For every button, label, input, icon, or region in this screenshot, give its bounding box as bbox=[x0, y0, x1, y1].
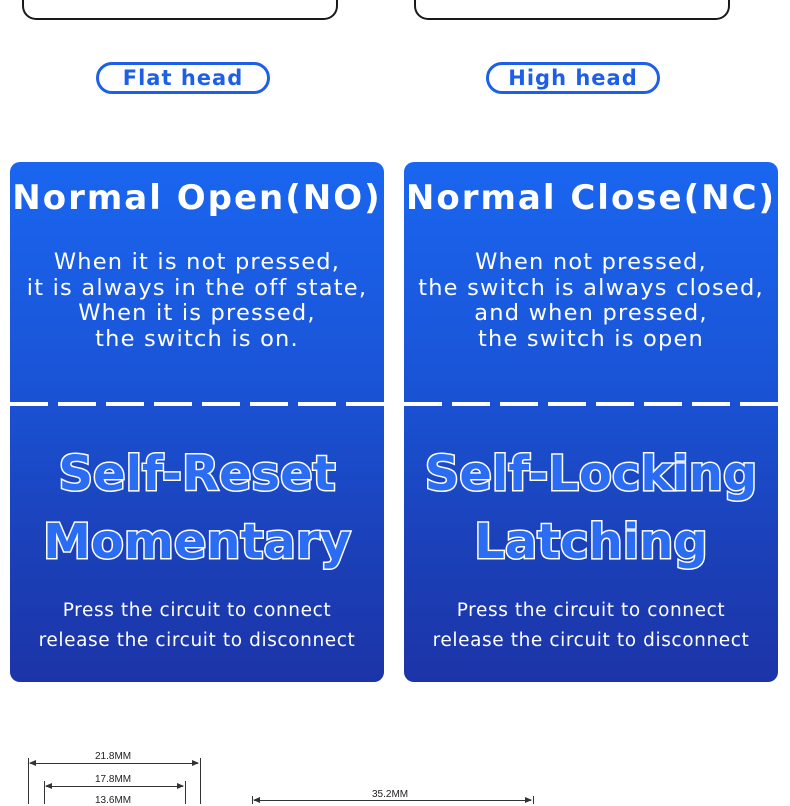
normal-open-description bbox=[10, 250, 384, 352]
dimension-label-13-6: 13.6MM bbox=[95, 795, 132, 806]
normal-open-desc-line: it is always in the off state, bbox=[26, 274, 368, 301]
normal-close-description bbox=[404, 250, 778, 352]
normal-close-desc-line: the switch is open bbox=[478, 325, 704, 352]
dimension-extension-line bbox=[200, 758, 201, 804]
dimension-arrow-icon bbox=[45, 783, 52, 789]
action-line: release the circuit to disconnect bbox=[432, 630, 750, 651]
dimension-arrow-icon bbox=[192, 760, 199, 766]
normal-close-action bbox=[404, 596, 778, 656]
dimension-arrow-icon bbox=[177, 783, 184, 789]
action-line: Press the circuit to connect bbox=[62, 600, 332, 621]
dashed-divider bbox=[404, 402, 778, 406]
normal-close-desc-line: and when pressed, bbox=[474, 300, 708, 326]
momentary-heading: Momentary bbox=[43, 514, 351, 570]
dimension-label-35-2: 35.2MM bbox=[372, 789, 409, 800]
latching-heading: Latching bbox=[474, 514, 708, 570]
normal-open-title: Normal Open(NO) bbox=[12, 178, 382, 218]
self-reset-heading: Self-Reset bbox=[58, 446, 336, 502]
high-head-label: High head bbox=[486, 62, 660, 94]
normal-open-action bbox=[10, 596, 384, 656]
flat-head-outline bbox=[22, 0, 338, 20]
dimension-label-21-8: 21.8MM bbox=[95, 751, 132, 762]
dimension-label-17-8: 17.8MM bbox=[95, 774, 132, 785]
normal-open-desc-line: the switch is on. bbox=[95, 325, 299, 352]
dimension-line bbox=[46, 786, 183, 787]
normal-close-desc-line: the switch is always closed, bbox=[418, 274, 764, 301]
action-line: Press the circuit to connect bbox=[456, 600, 726, 621]
self-locking-heading: Self-Locking bbox=[424, 446, 758, 502]
dimension-arrow-icon bbox=[29, 760, 36, 766]
dimension-line bbox=[254, 800, 531, 801]
dimension-arrow-icon bbox=[525, 797, 532, 803]
dimension-line bbox=[30, 763, 198, 764]
normal-close-desc-line: When not pressed, bbox=[475, 249, 707, 275]
dashed-divider bbox=[10, 402, 384, 406]
normal-open-desc-line: When it is pressed, bbox=[78, 300, 316, 326]
dimension-arrow-icon bbox=[253, 797, 260, 803]
action-line: release the circuit to disconnect bbox=[38, 630, 356, 651]
normal-open-desc-line: When it is not pressed, bbox=[53, 249, 341, 275]
normal-open-panel bbox=[10, 162, 384, 682]
dimension-extension-line bbox=[533, 796, 534, 804]
normal-close-panel bbox=[404, 162, 778, 682]
high-head-outline bbox=[414, 0, 730, 20]
normal-close-title: Normal Close(NC) bbox=[405, 178, 777, 218]
flat-head-label: Flat head bbox=[96, 62, 270, 94]
dimension-extension-line bbox=[185, 781, 186, 804]
